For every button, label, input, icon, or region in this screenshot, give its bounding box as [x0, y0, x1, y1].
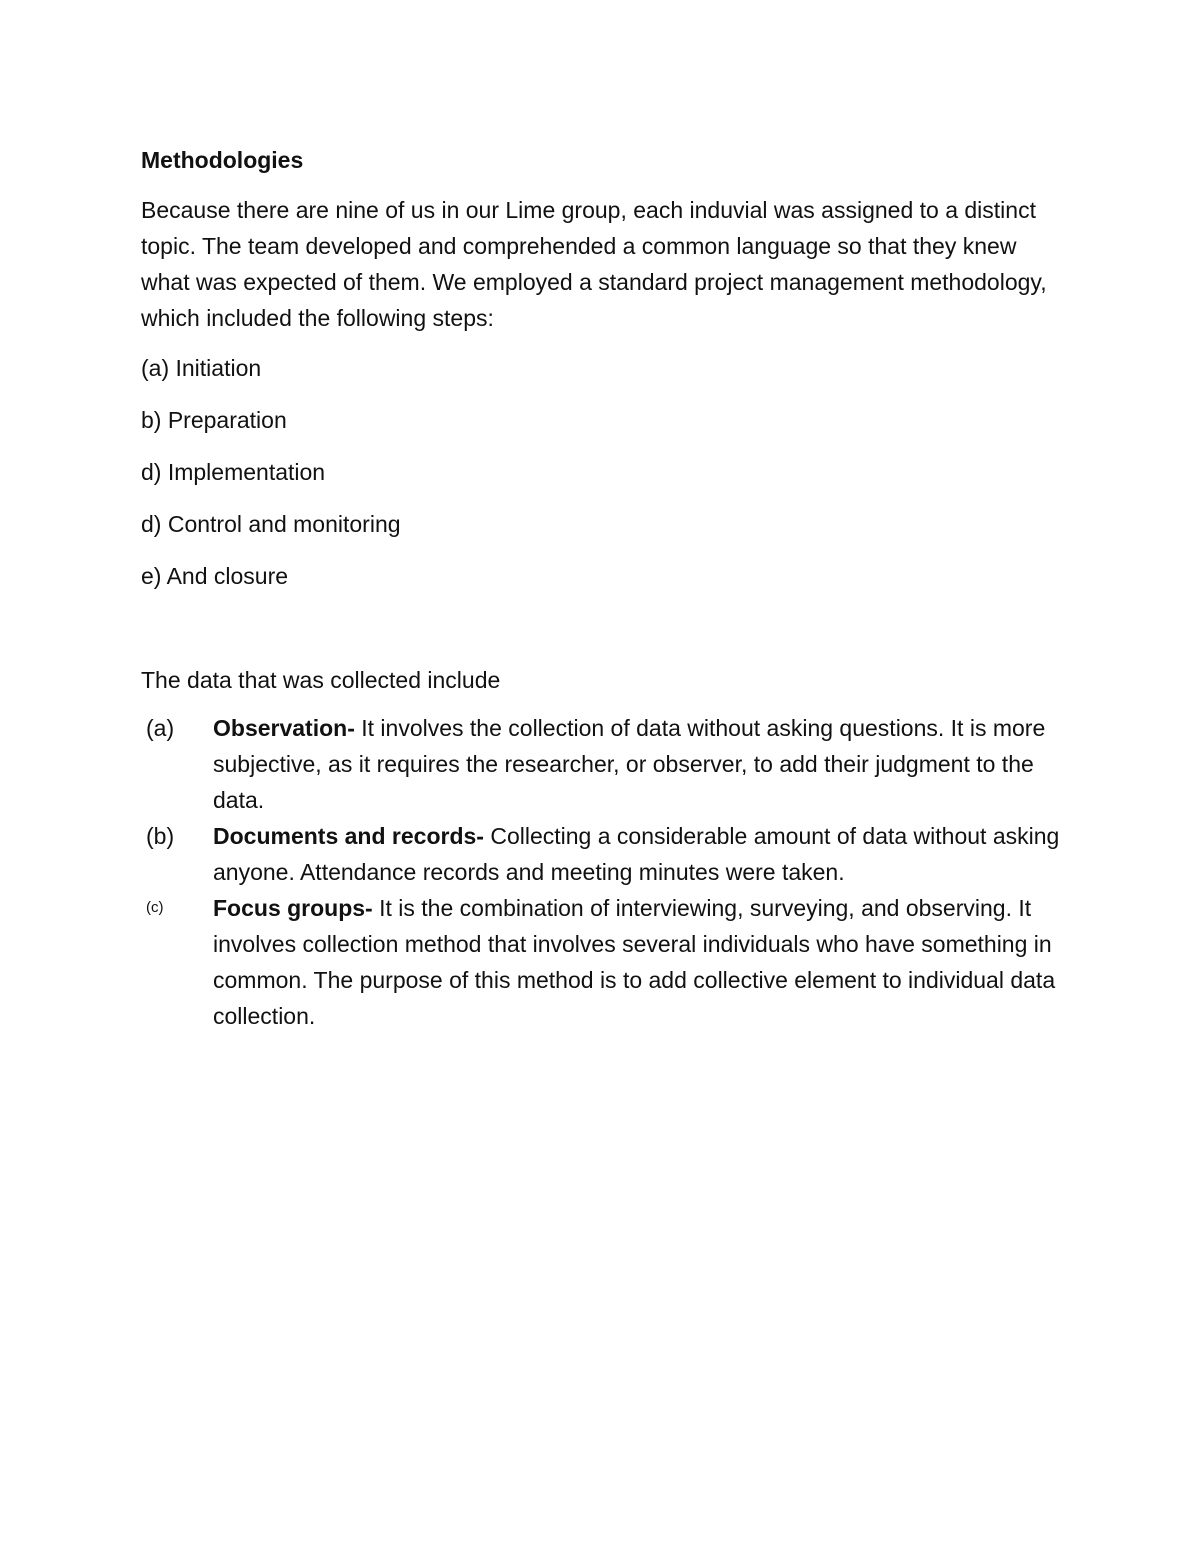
methodology-steps-list [141, 350, 1071, 594]
list-marker: (b) [146, 823, 175, 849]
section-heading: Methodologies [141, 147, 304, 173]
list-item-term: Observation- [213, 715, 355, 741]
list-item-body [213, 890, 1071, 1034]
document-content [141, 143, 1071, 1034]
list-item-term: Focus groups- [213, 895, 373, 921]
step-item-initiation: (a) Initiation [141, 355, 262, 381]
intro-paragraph: Because there are nine of us in our Lime group, each induvial was assigned to a distinct topic. The team developed and comprehended a common language so that they knew what was expected of them. We employed a standard project management methodology, which included the following steps: [141, 197, 1047, 331]
list-item-text: It is the combination of interviewing, surveying, and observing. It involves collection method that involves several individuals who have something in common. The purpose of this method is to add collective element to individual data collection. [213, 895, 1056, 1029]
data-item-observation [141, 710, 1071, 818]
step-item-control-monitoring: d) Control and monitoring [141, 511, 401, 537]
list-marker: (a) [146, 715, 175, 741]
step-item-closure: e) And closure [141, 563, 289, 589]
data-item-focus-groups [141, 890, 1071, 1034]
data-collection-list [141, 710, 1071, 1034]
step-item-preparation: b) Preparation [141, 407, 287, 433]
data-item-documents-records [141, 818, 1071, 890]
list-item-text: It involves the collection of data without asking questions. It is more subjective, as it requires the researcher, or observer, to add their judgment to the data. [213, 715, 1046, 813]
list-item-body [213, 818, 1071, 890]
list-item-body [213, 710, 1071, 818]
data-intro-paragraph: The data that was collected include [141, 667, 501, 693]
list-marker: (c) [146, 899, 164, 916]
list-item-text: Collecting a considerable amount of data without asking anyone. Attendance records and meeting minutes were taken. [213, 823, 1060, 885]
step-item-implementation: d) Implementation [141, 459, 326, 485]
list-item-term: Documents and records- [213, 823, 484, 849]
